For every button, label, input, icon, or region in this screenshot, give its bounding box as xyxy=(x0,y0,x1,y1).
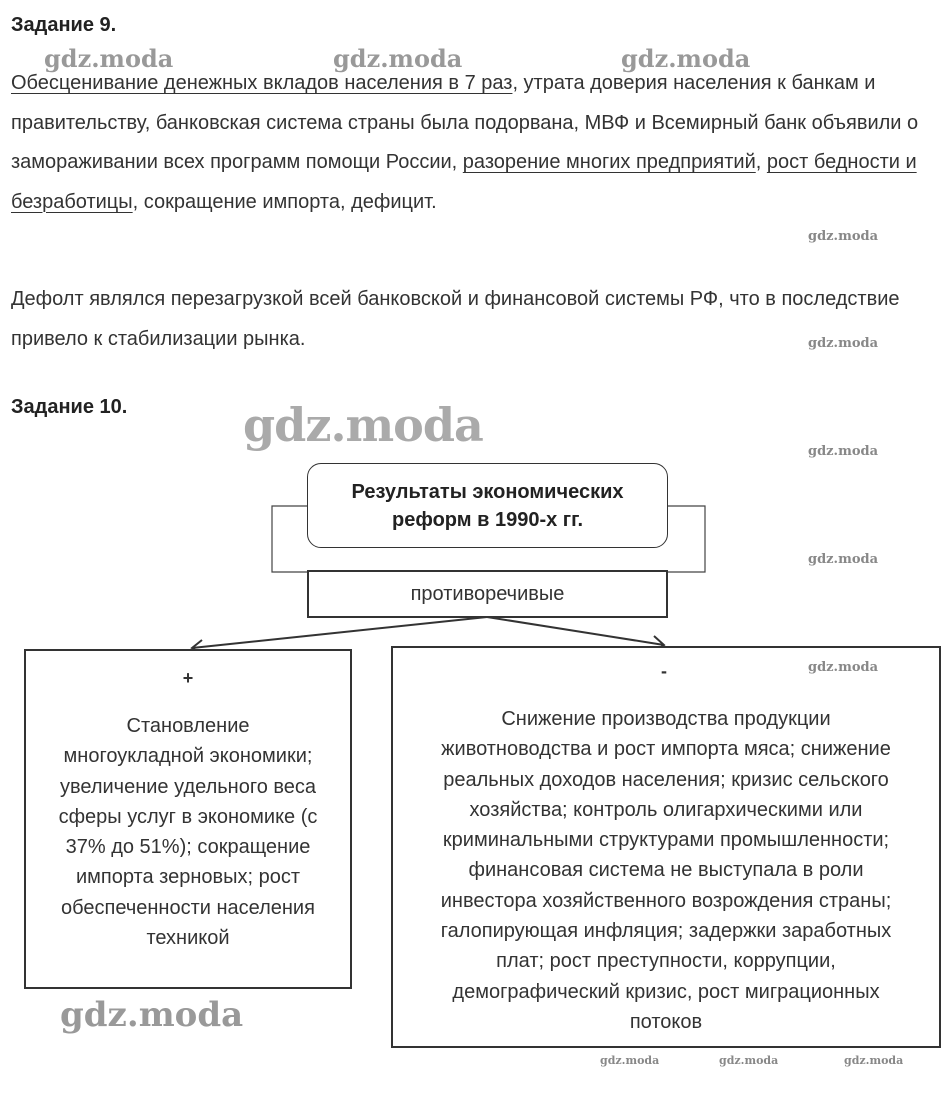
text-line: обеспеченности населения xyxy=(61,896,315,919)
text-line: увеличение удельного веса xyxy=(59,775,317,798)
text-line: сферы услуг в экономике (с xyxy=(58,805,318,828)
main-box-line: Результаты экономических xyxy=(351,481,624,503)
text-line: животноводства и рост импорта мяса; снижение xyxy=(441,738,891,761)
text-line: потоков xyxy=(629,1010,703,1033)
watermark: gdz.moda xyxy=(600,1054,660,1067)
watermark: gdz.moda xyxy=(808,229,879,244)
minus-sign: - xyxy=(661,661,667,681)
text-line: инвестора хозяйственного возрождения страны; xyxy=(440,889,892,912)
text-line: Снижение производства продукции xyxy=(501,708,831,730)
arrow-left xyxy=(192,617,487,648)
text-line: финансовая система не выступала в роли xyxy=(468,859,864,882)
text: , утрата доверия населения к банкам и правительству, банковская система страны была подорвана, МВФ и Всемирный банк объявили о замораживании всех программ помощи России, xyxy=(11,72,919,173)
text-line: галопирующая инфляция; задержки заработных xyxy=(440,920,892,943)
watermark: gdz.moda xyxy=(808,336,879,351)
watermark: gdz.moda xyxy=(808,444,879,459)
text-line: Становление xyxy=(126,715,250,737)
text-line: многоукладной экономики; xyxy=(63,745,313,768)
main-box-line: реформ в 1990-х гг. xyxy=(392,509,583,531)
negative-results-box xyxy=(391,646,941,1048)
watermark: gdz.moda xyxy=(808,660,879,675)
text: , xyxy=(755,151,767,173)
watermark: gdz.moda xyxy=(44,44,174,73)
watermark: gdz.moda xyxy=(808,552,879,567)
watermark: gdz.moda xyxy=(621,44,751,73)
watermark: gdz.moda xyxy=(243,398,483,452)
text-line: импорта зерновых; рост xyxy=(75,866,301,889)
watermark: gdz.moda xyxy=(719,1054,779,1067)
text-line: реальных доходов населения; кризис сельского xyxy=(443,768,889,791)
text-line: 37% до 51%); сокращение xyxy=(65,836,311,859)
text-line: демографический кризис, рост миграционных xyxy=(452,980,880,1003)
positive-results-text xyxy=(26,711,350,953)
task9-heading: Задание 9. xyxy=(11,14,117,36)
text: , сокращение импорта, дефицит. xyxy=(132,190,437,213)
underlined-phrase: рост бедности и безработицы xyxy=(11,151,917,213)
text-line: криминальными структурами промышленности; xyxy=(442,829,890,852)
contradictory-box: противоречивые xyxy=(307,570,668,618)
negative-results-text xyxy=(393,704,939,1037)
text-line: плат; рост преступности, коррупции, xyxy=(496,950,836,973)
text-line: хозяйства; контроль олигархическими или xyxy=(469,798,863,821)
right-bracket xyxy=(668,506,705,572)
main-result-box xyxy=(307,463,668,548)
watermark: gdz.moda xyxy=(60,995,244,1035)
task9-paragraph-2: Дефолт являлся перезагрузкой всей банковской и финансовой системы РФ, что в последствие привело к стабилизации рынка. xyxy=(11,288,900,350)
text-line: техникой xyxy=(146,927,230,950)
task10-heading: Задание 10. xyxy=(11,396,128,418)
watermark: gdz.moda xyxy=(333,44,463,73)
underlined-phrase: разорение многих предприятий xyxy=(462,151,756,173)
underlined-phrase: Обесценивание денежных вкладов населения в 7 раз xyxy=(11,72,513,94)
watermark: gdz.moda xyxy=(844,1054,904,1067)
plus-sign: + xyxy=(182,668,194,688)
arrow-right xyxy=(487,617,664,645)
left-bracket xyxy=(272,506,307,572)
positive-results-box xyxy=(24,649,352,989)
